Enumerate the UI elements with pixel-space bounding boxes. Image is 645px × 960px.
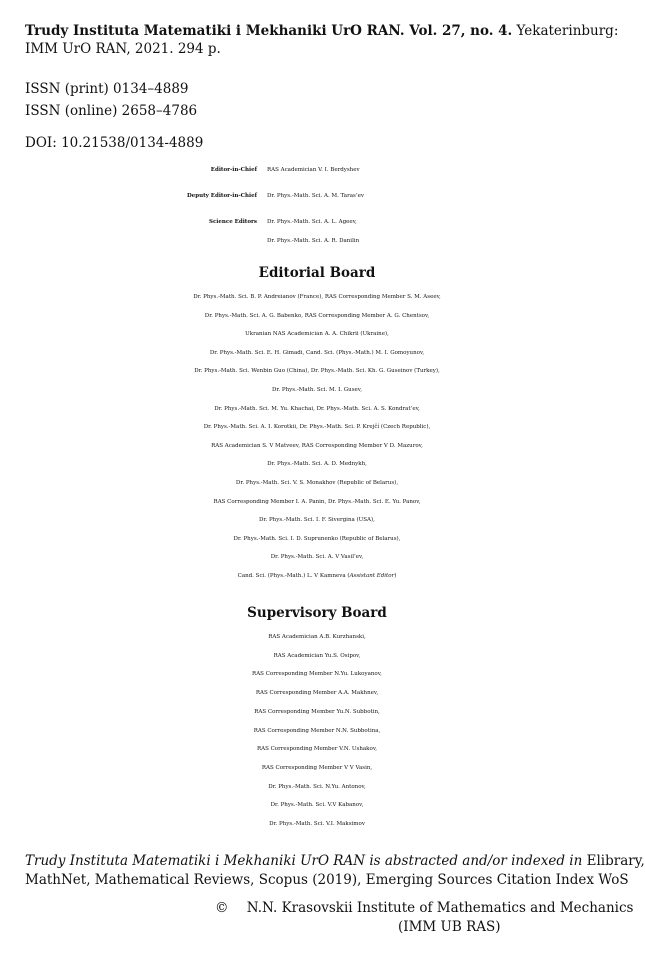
supervisor-line: RAS Academician Yu.S. Osipov, [273,652,361,659]
supervisory-board-list [0,628,634,834]
supervisor-line: RAS Corresponding Member V V Vasin, [261,764,373,771]
board-member-line: Dr. Phys.-Math. Sci. A. V Vasil’ev, [270,554,364,561]
issn-print: ISSN (print) 0134–4889 [25,81,189,97]
editorial-board-list [0,288,634,586]
editor-name: Dr. Phys.-Math. Sci. A. L. Ageev, [267,219,357,225]
board-member-line: Dr. Phys.-Math. Sci. I. D. Suprunenko (Republic of Belarus), [233,535,401,542]
board-member-line: RAS Academician S. V Matveev, RAS Corresponding Member V D. Mazurov, [211,442,423,449]
board-member-line: Dr. Phys.-Math. Sci. A. G. Babenko, RAS Corresponding Member A. G. Chentsov, [204,312,430,319]
journal-place: Yekaterinburg: [516,23,619,39]
board-member-line-last [0,567,634,586]
board-member-line: Dr. Phys.-Math. Sci. M. Yu. Khachai, Dr. Phys.-Math. Sci. A. S. Kondrat’ev, [214,405,420,412]
supervisor-line: Dr. Phys.-Math. Sci. V.V Kabanov, [270,802,364,809]
editor-role: Deputy Editor-in-Chief [187,193,257,199]
indexing-statement [25,852,645,890]
editor-name: Dr. Phys.-Math. Sci. A. R. Danilin [267,238,360,244]
copyright-symbol: © [215,900,229,916]
indexing-line-2: MathNet, Mathematical Reviews, Scopus (2019), Emerging Sources Citation Index WoS [25,872,629,888]
supervisor-line: Dr. Phys.-Math. Sci. N.Yu. Antonov, [268,783,366,790]
board-member-line: Dr. Phys.-Math. Sci. A. D. Mednykh, [267,461,367,468]
supervisor-line: RAS Corresponding Member A.A. Makhnev, [255,690,379,697]
board-member-line: Ukranian NAS Academician A. A. Chikrii (Ukraine), [245,331,389,338]
editor-name: RAS Academician V. I. Berdyshev [267,167,360,173]
supervisor-line: RAS Corresponding Member N.N. Subbotina, [253,727,381,734]
board-member-line: Dr. Phys.-Math. Sci. E. H. Gimadi, Cand. Sci. (Phys.-Math.) M. I. Gomoyunov, [209,349,425,356]
board-member-line: Dr. Phys.-Math. Sci. I. F. Sivergina (USA), [259,517,375,524]
journal-publisher: IMM UrO RAN, 2021. 294 p. [25,41,221,57]
board-member-line: Dr. Phys.-Math. Sci. V. S. Monakhov (Republic of Belarus), [235,479,399,486]
supervisor-line: RAS Corresponding Member N.Yu. Lukoyanov, [252,671,382,678]
supervisor-line: RAS Corresponding Member Yu.N. Subbotin, [254,708,380,715]
copyright-holder: N.N. Krasovskii Institute of Mathematics and Mechanics [246,900,634,916]
indexing-plain: Elibrary, [582,853,645,869]
editor-role: Science Editors [208,219,257,225]
supervisor-line: RAS Corresponding Member V.N. Ushakov, [256,746,378,753]
supervisor-line: Dr. Phys.-Math. Sci. V.I. Maksimov [269,821,365,828]
board-member-line: Dr. Phys.-Math. Sci. A. I. Korotkii, Dr. Phys.-Math. Sci. P. Krejčí (Czech Republic), [203,424,431,431]
assistant-editor-suffix: ) [394,572,397,579]
board-member-line: Dr. Phys.-Math. Sci. B. P. Andreianov (France), RAS Corresponding Member S. M. Aseev, [193,294,441,300]
editor-name: Dr. Phys.-Math. Sci. A. M. Taras’ev [267,193,364,199]
journal-title: Trudy Instituta Matematiki i Mekhaniki UrO RAN. Vol. 27, no. 4. [25,23,513,39]
editor-role: Editor-in-Chief [210,167,257,173]
copyright-line-2: (IMM UB RAS) [398,919,501,935]
supervisor-line: RAS Academician A.B. Kurzhanski, [268,634,366,640]
board-member-line: RAS Corresponding Member I. A. Panin, Dr. Phys.-Math. Sci. E. Yu. Panov, [213,498,421,505]
assistant-editor-name: Cand. Sci. (Phys.-Math.) L. V Kamneva ( [237,572,350,579]
journal-header [25,22,622,58]
board-member-line: Dr. Phys.-Math. Sci. Wenbin Guo (China), Dr. Phys.-Math. Sci. Kh. G. Guseinov (Turkey), [194,368,440,375]
editorial-board-heading: Editorial Board [258,265,376,281]
copyright-line-1 [215,899,633,917]
indexing-italic: Trudy Instituta Matematiki i Mekhaniki UrO RAN is abstracted and/or indexed in [25,853,583,869]
assistant-editor-role: Assistant Editor [349,572,395,579]
supervisory-board-heading: Supervisory Board [247,605,387,621]
issn-block [25,80,622,120]
doi: DOI: 10.21538/0134-4889 [25,135,204,151]
board-member-line: Dr. Phys.-Math. Sci. M. I. Gusev, [272,386,362,393]
issn-online: ISSN (online) 2658–4786 [25,103,198,119]
